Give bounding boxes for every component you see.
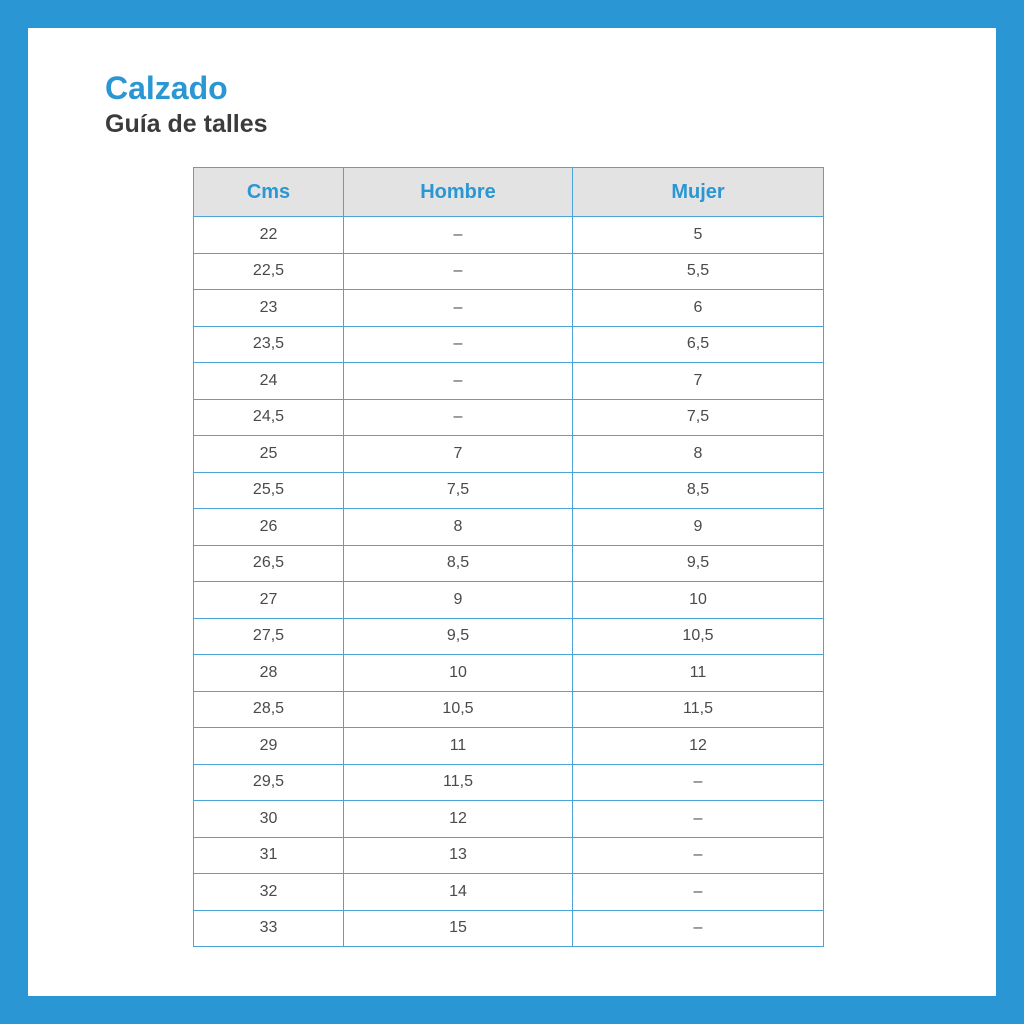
table-row [194,618,824,655]
cell-hombre: – [344,399,573,436]
cell-mujer: – [573,874,824,911]
cell-hombre: 9 [344,582,573,619]
cell-cms: 25,5 [194,472,344,509]
cell-hombre: – [344,217,573,254]
cell-cms: 26,5 [194,545,344,582]
table-row [194,436,824,473]
table-row [194,472,824,509]
cell-hombre: 12 [344,801,573,838]
cell-hombre: 8 [344,509,573,546]
table-row [194,801,824,838]
cell-hombre: 8,5 [344,545,573,582]
cell-mujer: – [573,764,824,801]
cell-cms: 28 [194,655,344,692]
cell-mujer: 11 [573,655,824,692]
cell-hombre: – [344,363,573,400]
cell-cms: 28,5 [194,691,344,728]
cell-hombre: 7 [344,436,573,473]
cell-mujer: 9,5 [573,545,824,582]
cell-mujer: 8 [573,436,824,473]
cell-mujer: 5,5 [573,253,824,290]
cell-cms: 32 [194,874,344,911]
table-row [194,728,824,765]
table-body [194,217,824,947]
cell-hombre: 14 [344,874,573,911]
cell-cms: 30 [194,801,344,838]
cell-hombre: – [344,290,573,327]
cell-hombre: 11 [344,728,573,765]
table-row [194,582,824,619]
cell-hombre: 10 [344,655,573,692]
cell-mujer: 7 [573,363,824,400]
cell-cms: 25 [194,436,344,473]
table-header-row [194,168,824,217]
cell-mujer: – [573,910,824,947]
cell-mujer: 5 [573,217,824,254]
cell-cms: 23,5 [194,326,344,363]
table-row [194,363,824,400]
table-row [194,399,824,436]
cell-mujer: 8,5 [573,472,824,509]
column-header-hombre: Hombre [344,168,573,217]
cell-cms: 27,5 [194,618,344,655]
cell-mujer: 11,5 [573,691,824,728]
cell-hombre: – [344,326,573,363]
table-row [194,290,824,327]
cell-cms: 29,5 [194,764,344,801]
table-row [194,253,824,290]
table-row [194,837,824,874]
table-row [194,326,824,363]
table-row [194,691,824,728]
cell-cms: 22 [194,217,344,254]
cell-mujer: 10 [573,582,824,619]
cell-hombre: 7,5 [344,472,573,509]
table-row [194,764,824,801]
cell-cms: 23 [194,290,344,327]
cell-mujer: 10,5 [573,618,824,655]
cell-cms: 33 [194,910,344,947]
table-row [194,910,824,947]
cell-cms: 29 [194,728,344,765]
table-row [194,217,824,254]
column-header-mujer: Mujer [573,168,824,217]
cell-hombre: 11,5 [344,764,573,801]
cell-hombre: 9,5 [344,618,573,655]
table-row [194,655,824,692]
page-subtitle: Guía de talles [105,110,268,138]
cell-mujer: – [573,801,824,838]
cell-cms: 27 [194,582,344,619]
cell-hombre: 10,5 [344,691,573,728]
cell-hombre: – [344,253,573,290]
cell-mujer: 6 [573,290,824,327]
column-header-cms: Cms [194,168,344,217]
table-row [194,545,824,582]
cell-mujer: 6,5 [573,326,824,363]
cell-hombre: 13 [344,837,573,874]
page-title: Calzado [105,70,228,106]
cell-mujer: 9 [573,509,824,546]
cell-mujer: 7,5 [573,399,824,436]
cell-cms: 31 [194,837,344,874]
cell-cms: 26 [194,509,344,546]
cell-mujer: 12 [573,728,824,765]
table-row [194,509,824,546]
cell-hombre: 15 [344,910,573,947]
cell-mujer: – [573,837,824,874]
table-row [194,874,824,911]
cell-cms: 24 [194,363,344,400]
cell-cms: 24,5 [194,399,344,436]
size-table [193,167,824,947]
cell-cms: 22,5 [194,253,344,290]
size-guide-card [28,28,996,996]
